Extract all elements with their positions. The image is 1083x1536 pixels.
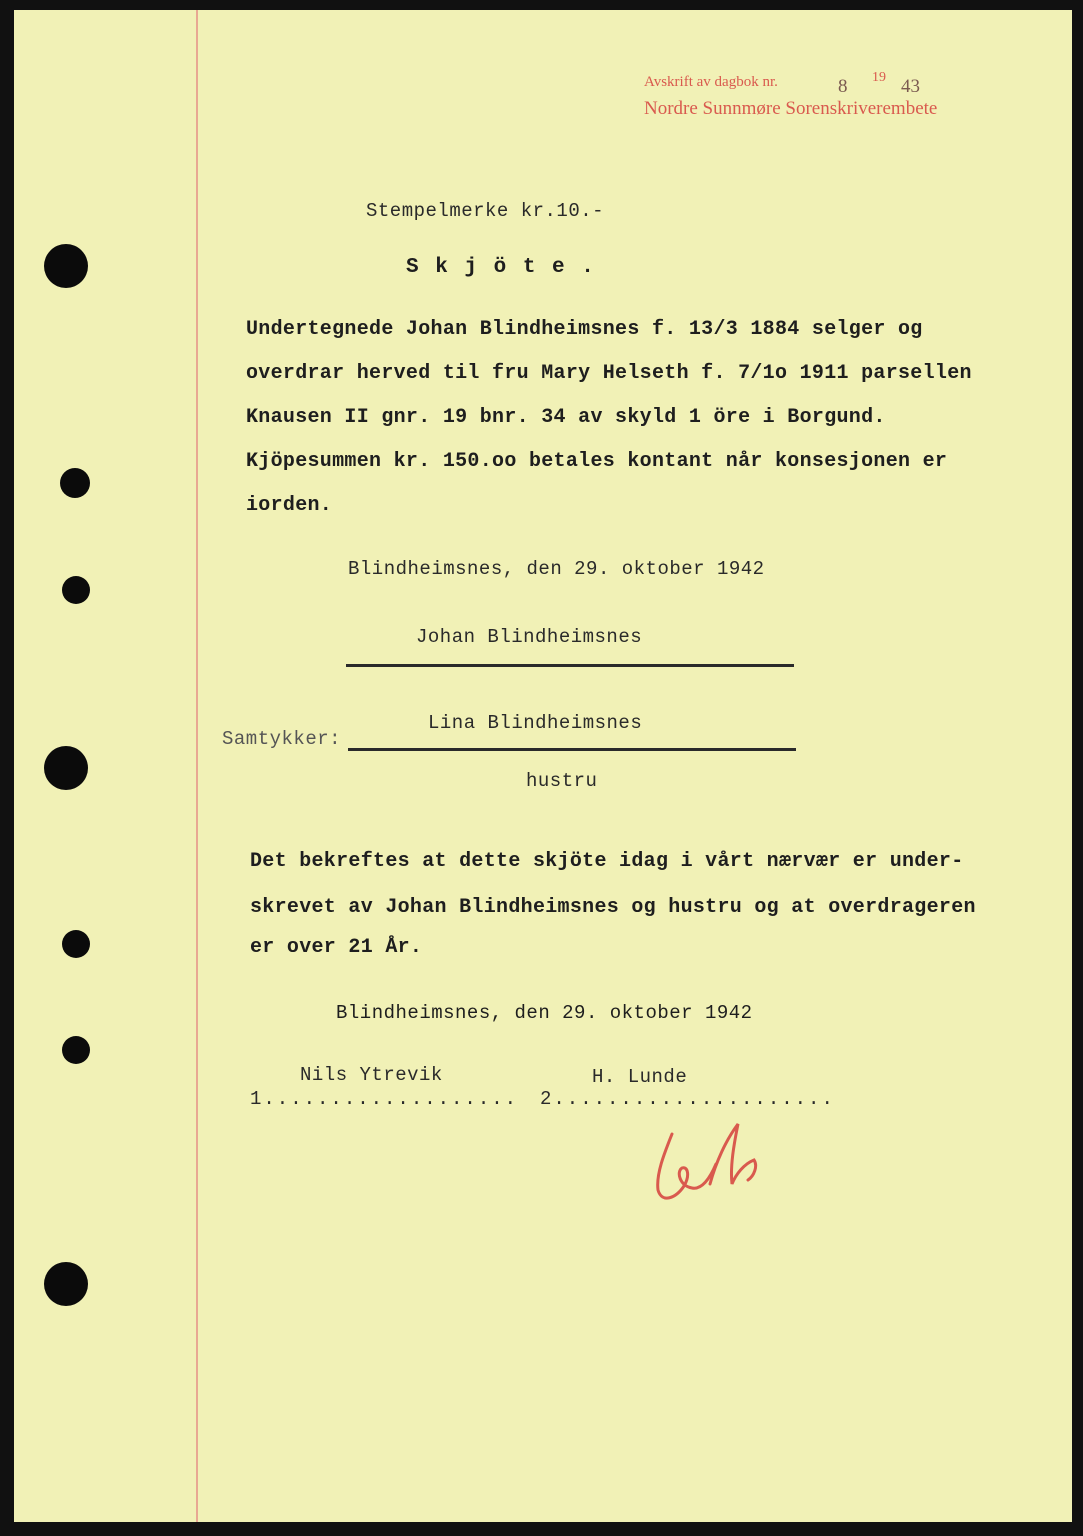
place-date-2: Blindheimsnes, den 29. oktober 1942 [336, 1002, 753, 1024]
paragraph2-line3: er over 21 År. [250, 936, 423, 959]
paragraph2-line2: skrevet av Johan Blindheimsnes og hustru og at overdrageren [250, 896, 976, 919]
binder-hole-2 [60, 468, 90, 498]
consent-role: hustru [526, 770, 598, 792]
witness1-line: 1................... [250, 1088, 519, 1110]
binder-hole-7 [44, 1262, 88, 1306]
entry-number: 8 [838, 76, 848, 97]
consent-label: Samtykker: [222, 728, 342, 750]
paragraph1-line1: Undertegnede Johan Blindheimsnes f. 13/3 1884 selger og [246, 318, 923, 341]
year-prefix: 19 [872, 70, 886, 85]
year-suffix: 43 [901, 76, 920, 97]
archive-stamp-line2: Nordre Sunnmøre Sorenskriverembete [644, 98, 938, 119]
witness2-name: H. Lunde [592, 1066, 688, 1088]
binder-hole-1 [44, 244, 88, 288]
binder-hole-4 [44, 746, 88, 790]
handwritten-initials-mark [650, 1114, 780, 1210]
archive-stamp-line1: Avskrift av dagbok nr. [644, 74, 778, 90]
witness2-line: 2..................... [540, 1088, 835, 1110]
consent-signature-rule [348, 748, 796, 751]
seller-signature: Johan Blindheimsnes [416, 626, 643, 648]
paragraph1-line4: Kjöpesummen kr. 150.oo betales kontant når konsesjonen er [246, 450, 948, 473]
binder-hole-3 [62, 576, 90, 604]
place-date-1: Blindheimsnes, den 29. oktober 1942 [348, 558, 765, 580]
margin-rule [196, 10, 198, 1522]
paragraph1-line3: Knausen II gnr. 19 bnr. 34 av skyld 1 öre i Borgund. [246, 406, 886, 429]
document-page [14, 10, 1072, 1522]
witness1-name: Nils Ytrevik [300, 1064, 443, 1086]
paragraph2-line1: Det bekreftes at dette skjöte idag i vårt nærvær er under- [250, 850, 964, 873]
document-title: S k j ö t e . [406, 256, 596, 279]
seller-signature-rule [346, 664, 794, 667]
binder-hole-6 [62, 1036, 90, 1064]
paragraph1-line2: overdrar herved til fru Mary Helseth f. 7/1o 1911 parsellen [246, 362, 972, 385]
binder-hole-5 [62, 930, 90, 958]
stamp-fee-line: Stempelmerke kr.10.- [366, 200, 605, 222]
consent-signature: Lina Blindheimsnes [428, 712, 643, 734]
paragraph1-line5: iorden. [246, 494, 333, 517]
